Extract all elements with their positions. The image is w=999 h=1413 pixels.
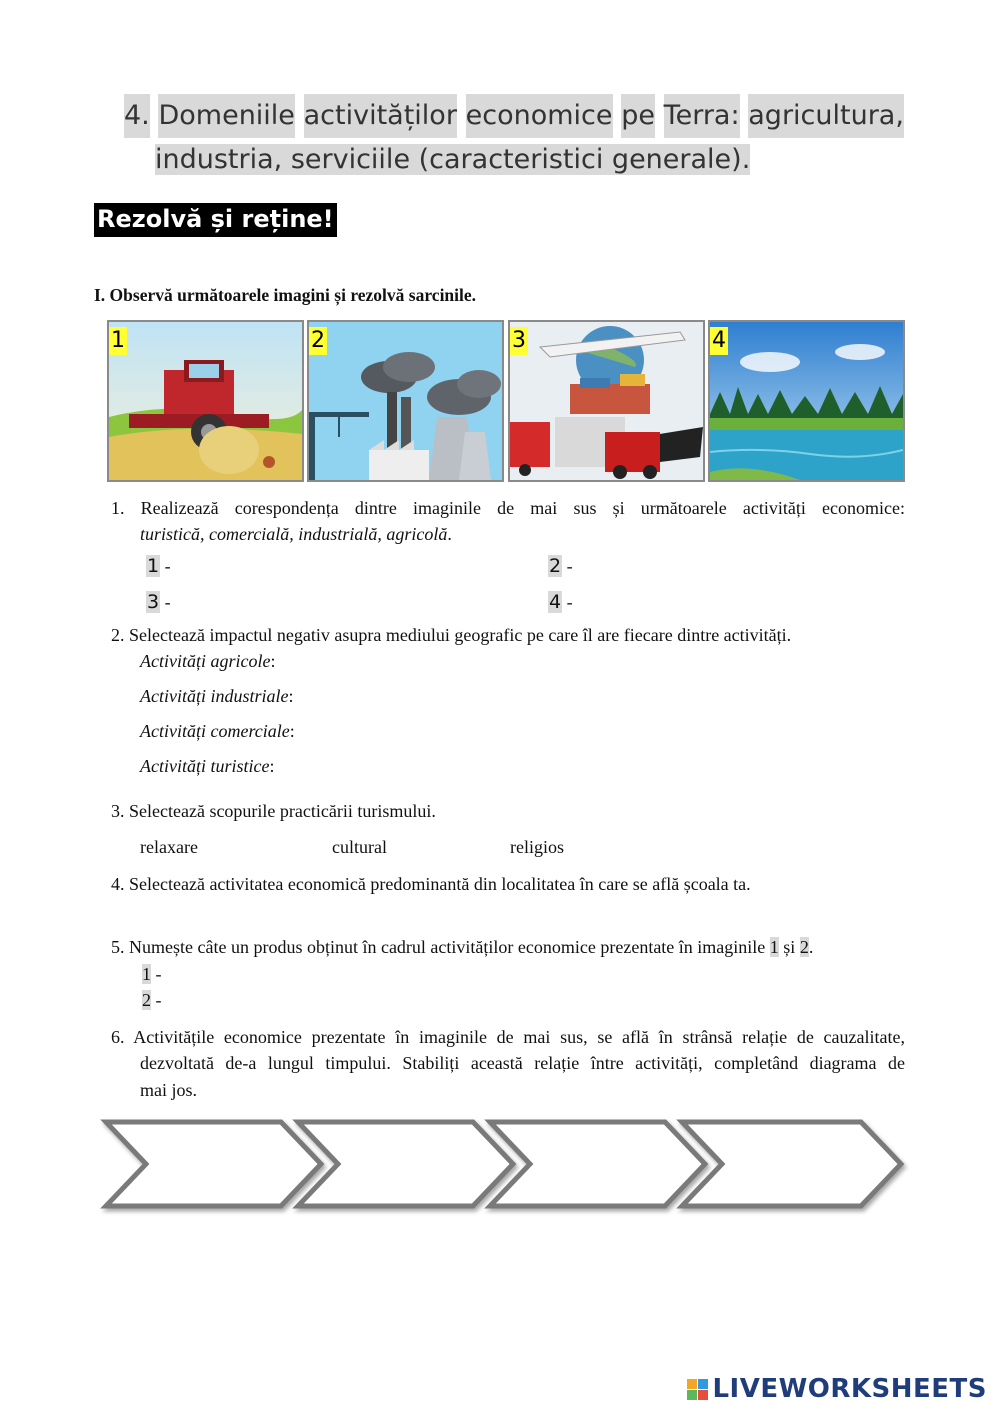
purpose-option[interactable]: cultural — [332, 837, 387, 857]
heading-word: Domeniile — [158, 94, 294, 138]
impact-row[interactable] — [140, 683, 294, 709]
impact-label: Activități comerciale — [140, 721, 290, 741]
colon: : — [270, 651, 276, 671]
impact-label: Activități agricole — [140, 651, 271, 671]
product-number: 1 — [142, 964, 151, 984]
answer-row[interactable] — [146, 553, 171, 579]
answer-separator: - — [562, 592, 573, 612]
colon: : — [289, 721, 295, 741]
transport-trade-image — [508, 320, 705, 482]
question-5-lead: 5. Numește câte un produs obținut în cadrul activităților economice prezentate în imaginile — [111, 937, 770, 957]
chevron-box[interactable] — [298, 1122, 513, 1206]
heading-line2: industria, serviciile (caracteristici generale). — [155, 144, 751, 175]
product-row[interactable] — [142, 987, 162, 1013]
question-5-end: . — [808, 937, 814, 957]
answer-number: 2 — [549, 555, 562, 577]
question-5-text — [111, 934, 813, 960]
factory-pollution-image — [307, 320, 504, 482]
impact-label: Activități turistice — [140, 756, 270, 776]
page-heading — [124, 94, 904, 182]
heading-word: Terra: — [664, 94, 740, 138]
lake-forest-image — [708, 320, 905, 482]
question-3-text: 3. Selectează scopurile practicării turismului. — [111, 801, 436, 821]
colon: : — [269, 756, 275, 776]
image-number-tag: 2 — [311, 328, 325, 353]
logo-text: LIVEWORKSHEETS — [712, 1374, 987, 1404]
answer-number: 1 — [147, 555, 160, 577]
harvester-field-image — [107, 320, 304, 482]
purpose-option[interactable]: religios — [510, 837, 564, 857]
image-ref: 1 — [769, 937, 779, 957]
question-1-options — [140, 521, 452, 547]
answer-separator: - — [562, 556, 573, 576]
heading-number: 4. — [124, 94, 150, 138]
question-6-line2: dezvoltată de-a lungul timpului. Stabiliți această relație între activități, completând diagrama de — [140, 1053, 905, 1073]
question-6-line3: mai jos. — [140, 1080, 197, 1100]
product-separator: - — [151, 964, 162, 984]
product-separator: - — [151, 990, 162, 1010]
heading-word: activităților — [304, 94, 457, 138]
logo-mark-icon — [687, 1379, 708, 1400]
heading-word: pe — [621, 94, 655, 138]
answer-row[interactable] — [146, 589, 171, 615]
liveworksheets-logo — [687, 1374, 987, 1404]
options-end: . — [447, 524, 452, 544]
product-number: 2 — [142, 990, 151, 1010]
answer-row[interactable] — [548, 553, 573, 579]
activity-options: turistică, comercială, industrială, agricolă — [140, 524, 448, 544]
chevron-box[interactable] — [490, 1122, 705, 1206]
answer-number: 3 — [147, 591, 160, 613]
impact-label: Activități industriale — [140, 686, 289, 706]
question-1-text: 1. Realizează corespondența dintre imaginile de mai sus și următoarele activități economice: — [111, 498, 905, 518]
image-number-tag: 4 — [712, 328, 726, 353]
answer-number: 4 — [549, 591, 562, 613]
impact-row[interactable] — [140, 753, 275, 779]
image-number-tag: 3 — [512, 328, 526, 353]
answer-row[interactable] — [548, 589, 573, 615]
heading-word: economice — [466, 94, 613, 138]
image-ref: 2 — [799, 937, 809, 957]
section-title: I. Observă următoarele imagini și rezolvă sarcinile. — [94, 285, 477, 305]
impact-row[interactable] — [140, 718, 295, 744]
colon: : — [288, 686, 294, 706]
chevron-box[interactable] — [682, 1122, 901, 1206]
product-row[interactable] — [142, 961, 162, 987]
answer-separator: - — [160, 592, 171, 612]
question-6-line1: 6. Activitățile economice prezentate în imaginile de mai sus, se află în strânsă relație de cauzalitate, — [111, 1027, 905, 1047]
heading-word: agricultura, — [748, 94, 904, 138]
chevron-box[interactable] — [106, 1122, 321, 1206]
banner: Rezolvă și reține! — [94, 203, 337, 237]
image-number-tag: 1 — [111, 328, 125, 353]
question-4-text: 4. Selectează activitatea economică predominantă din localitatea în care se află școala ta. — [111, 874, 751, 894]
question-1 — [111, 495, 905, 521]
question-5-mid: și — [778, 937, 800, 957]
purpose-option[interactable]: relaxare — [140, 837, 198, 857]
answer-separator: - — [160, 556, 171, 576]
chevron-diagram — [96, 1112, 911, 1216]
question-2-text: 2. Selectează impactul negativ asupra mediului geografic pe care îl are fiecare dintre activități. — [111, 625, 792, 645]
impact-row[interactable] — [140, 648, 275, 674]
